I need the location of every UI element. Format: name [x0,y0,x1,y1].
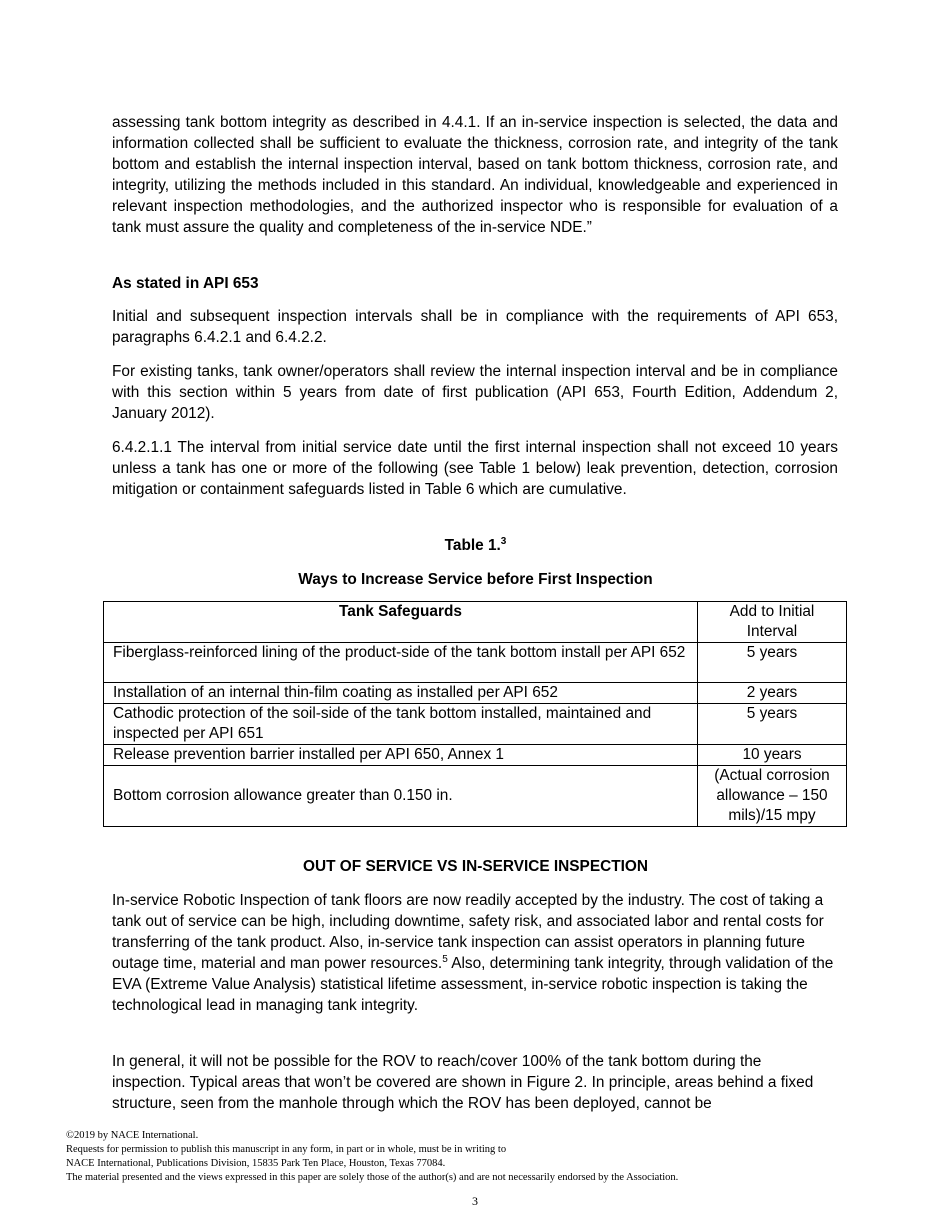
footer-line: ©2019 by NACE International. [66,1130,199,1141]
table-row [104,745,847,766]
intro-paragraph: assessing tank bottom integrity as described in 4.4.1. If an in-service inspection is selected, the data and information collected shall be sufficient to evaluate the thickness, corrosion rate, and integrity of the tank bottom and establish the internal inspection interval, based on tank bottom thickness, corrosion rate, and integrity, utilizing the methods included in this standard. An individual, knowledgeable and experienced in relevant inspection methodologies, and the authorized inspector who is responsible for evaluation of a tank must assure the quality and completeness of the in-service NDE.” [112,114,838,236]
safeguard-cell: Fiberglass-reinforced lining of the product-side of the tank bottom install per API 652 [104,643,698,683]
section-heading: OUT OF SERVICE VS IN-SERVICE INSPECTION [303,858,648,875]
copyright-footer [66,1129,678,1185]
table-row [104,704,847,745]
api-paragraph-3: 6.4.2.1.1 The interval from initial service date until the first internal inspection shall not exceed 10 years unless a tank has one or more of the following (see Table 1 below) leak prevention, detection, corrosion mitigation or containment safeguards listed in Table 6 which are cumulative. [112,439,838,498]
header-tank-safeguards: Tank Safeguards [104,602,698,643]
table-label: Table 1.$^3$ [444,535,507,554]
table-row [104,766,847,827]
section-paragraph-1: In-service Robotic Inspection of tank floors are now readily accepted by the industry. The cost of taking a tank out of service can be high, including downtime, safety risk, and associated labor and rental costs for transferring of the tank product. Also, in-service tank inspection can assist operators in planning future outage time, material and man power resources.$^5$ Also, determining tank integrity, through validation of the EVA (Extreme Value Analysis) statistical lifetime assessment, in-service robotic inspection is taking the technological lead in managing tank integrity. [112,892,834,1014]
table-row [104,683,847,704]
interval-cell: 2 years [698,683,847,704]
footer-line: NACE International, Publications Division, 15835 Park Ten Place, Houston, Texas 77084. [66,1158,446,1169]
header-add-to-initial-interval: Add to Initial Interval [698,602,847,643]
page-number: 3 [472,1194,478,1208]
interval-cell: 5 years [698,704,847,745]
api-paragraph-2: For existing tanks, tank owner/operators shall review the internal inspection interval and be in compliance with this section within 5 years from date of first publication (API 653, Fourth Edition, Addendum 2, January 2012). [112,363,838,422]
interval-cell: 5 years [698,643,847,683]
footer-line: Requests for permission to publish this manuscript in any form, in part or in whole, must be in writing to [66,1144,507,1155]
section-paragraph-2: In general, it will not be possible for the ROV to reach/cover 100% of the tank bottom during the inspection. Typical areas that won’t be covered are shown in Figure 2. In principle, areas behind a fixed structure, seen from the manhole through which the ROV has been deployed, cannot be [112,1053,814,1112]
api-653-heading: As stated in API 653 [112,275,259,292]
table-caption: Ways to Increase Service before First Inspection [298,571,653,588]
safeguard-cell: Installation of an internal thin-film coating as installed per API 652 [104,683,698,704]
footer-line: The material presented and the views expressed in this paper are solely those of the author(s) and are not necessarily endorsed by the Association. [66,1172,679,1183]
footnote-5: 5 [442,953,448,965]
safeguards-table [103,601,847,827]
safeguard-cell: Release prevention barrier installed per API 650, Annex 1 [104,745,698,766]
table-label-footnote: 3 [500,535,507,547]
interval-cell: (Actual corrosion allowance – 150 mils)/15 mpy [698,766,847,827]
table-row [104,643,847,683]
safeguard-cell: Bottom corrosion allowance greater than 0.150 in. [104,766,698,827]
safeguard-cell: Cathodic protection of the soil-side of the tank bottom installed, maintained and inspected per API 651 [104,704,698,745]
api-paragraph-1: Initial and subsequent inspection intervals shall be in compliance with the requirements of API 653, paragraphs 6.4.2.1 and 6.4.2.2. [112,308,838,346]
table-header-row [104,602,847,643]
interval-cell: 10 years [698,745,847,766]
